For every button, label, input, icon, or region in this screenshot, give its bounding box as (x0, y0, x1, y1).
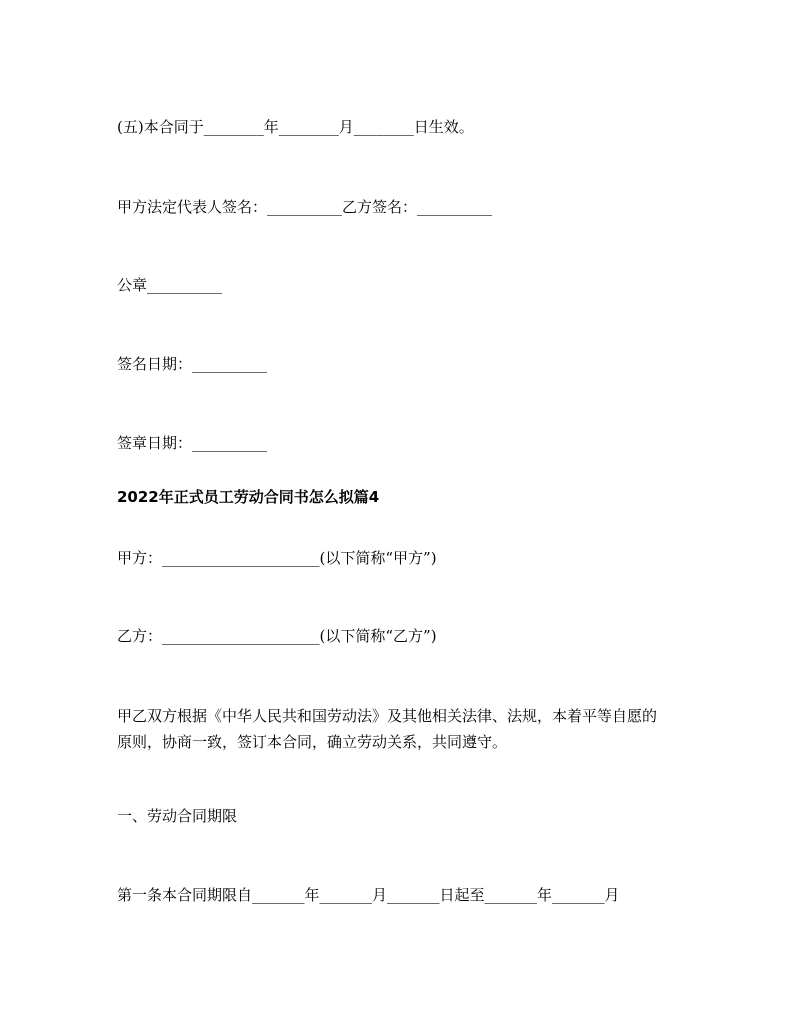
seal-date-line: 签章日期：__________ (117, 434, 268, 452)
preamble-line-1: 甲乙双方根据《中华人民共和国劳动法》及其他相关法律、法规，本着平等自愿的 (117, 707, 658, 725)
article-one-line: 第一条本合同期限自_______年_______月_______日起至_______年_______月 (117, 886, 620, 904)
party-b-line: 乙方：_____________________(以下简称“乙方”) (117, 627, 437, 645)
effective-date-clause: (五)本合同于________年________月________日生效。 (117, 118, 474, 136)
seal-line: 公章__________ (117, 276, 223, 294)
signature-line: 甲方法定代表人签名：__________乙方签名：__________ (117, 198, 493, 216)
sign-date-line: 签名日期：__________ (117, 355, 268, 373)
chapter-one-title: 一、劳动合同期限 (117, 807, 238, 825)
preamble-paragraph (117, 703, 697, 755)
preamble-line-2: 原则，协商一致，签订本合同，确立劳动关系，共同遵守。 (117, 733, 508, 751)
section-heading: 2022年正式员工劳动合同书怎么拟篇4 (117, 488, 380, 506)
party-a-line: 甲方：_____________________(以下简称“甲方”) (117, 549, 437, 567)
